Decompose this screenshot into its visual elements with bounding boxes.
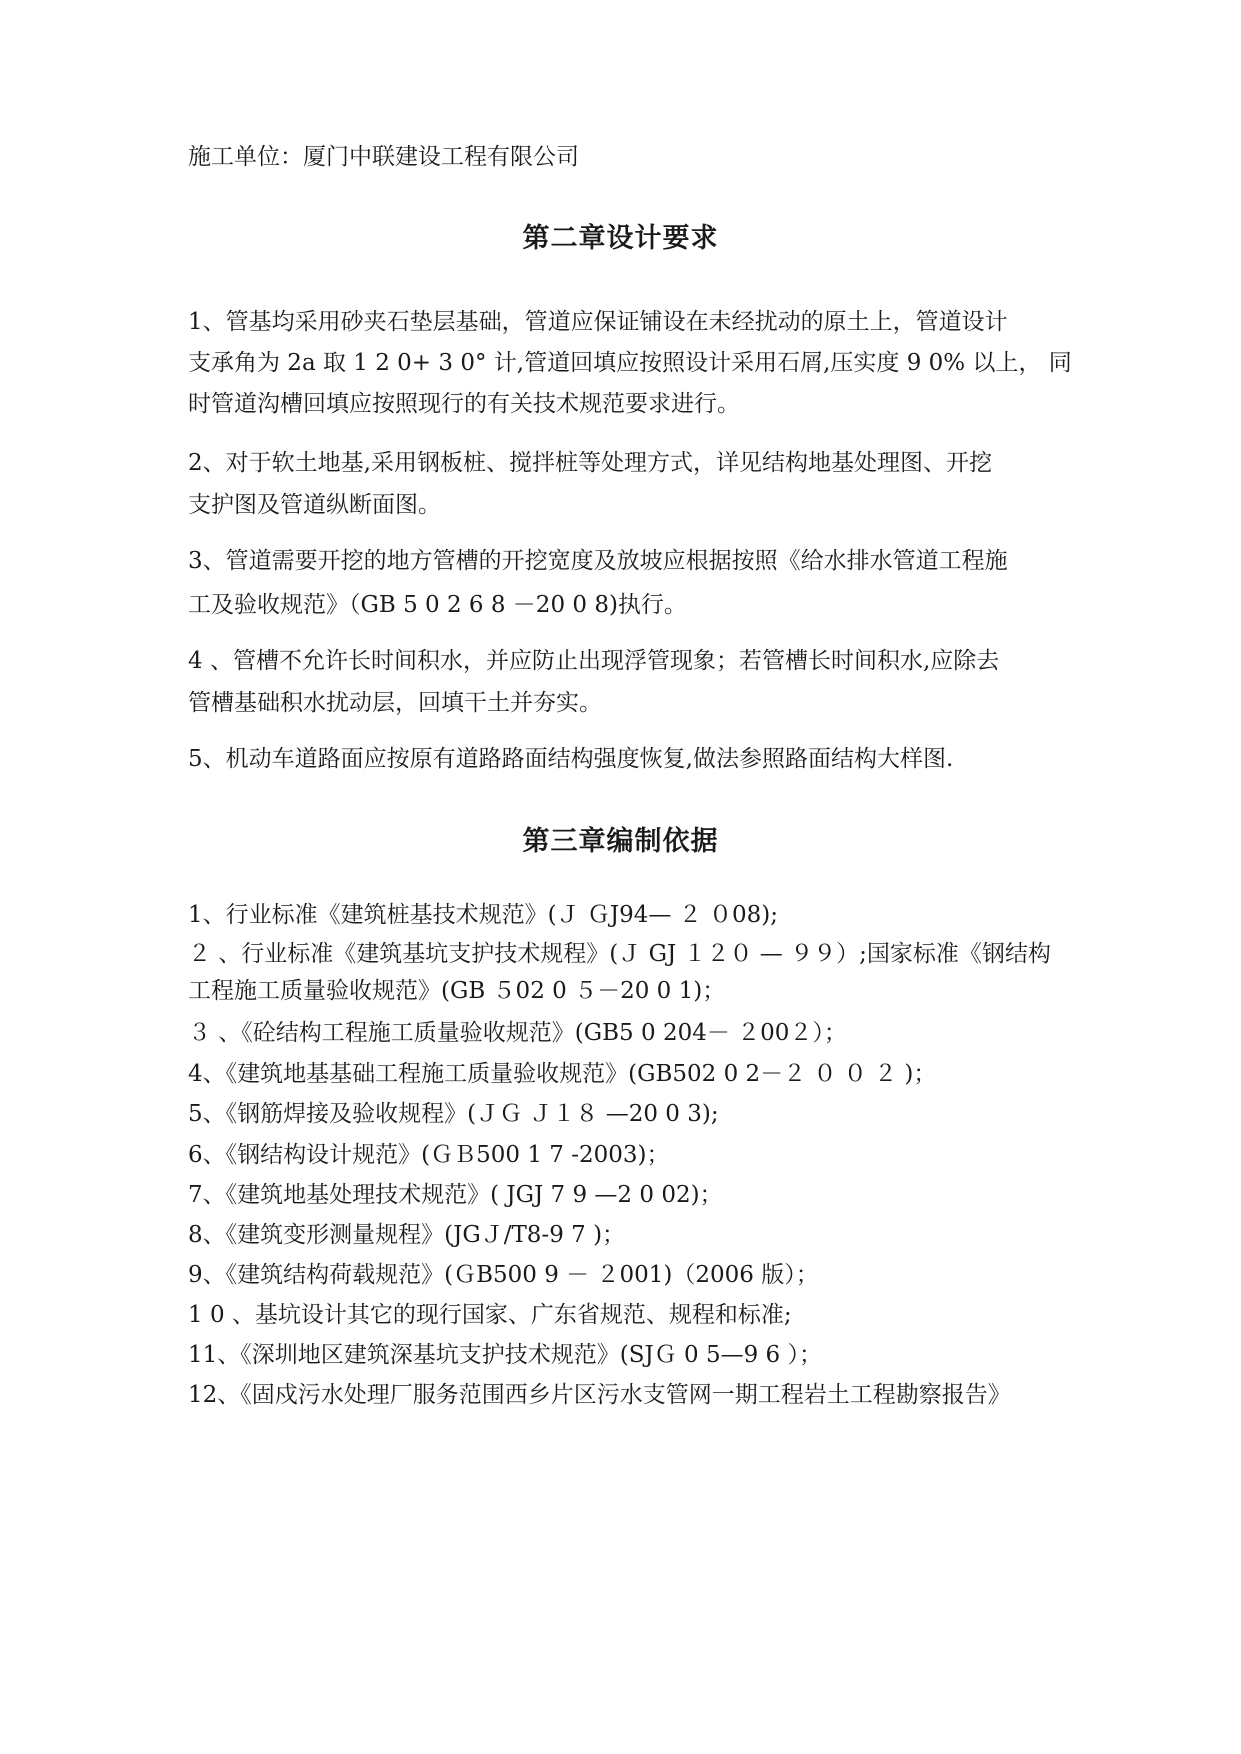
- chapter3-item12-line1: 12、《固戍污水处理厂服务范围西乡片区污水支管网一期工程岩土工程勘察报告》: [188, 1382, 1011, 1408]
- chapter2-item3-line1: 3、管道需要开挖的地方管槽的开挖宽度及放坡应根据按照《给水排水管道工程施: [188, 548, 1008, 574]
- chapter2-item3-line2: 工及验收规范》（GB 5 0 2 6 8 －20 0 8)执行。: [188, 592, 687, 618]
- chapter3-item10-line1: 1 0 、基坑设计其它的现行国家、广东省规范、规程和标准;: [188, 1302, 792, 1328]
- chapter3-item2-line1: ２ 、行业标准《建筑基坑支护技术规程》(Ｊ GJ １２０ — ９９）;国家标准《钢结构: [188, 941, 1051, 967]
- chapter3-item3-line1: ３ 、《砼结构工程施工质量验收规范》(GB5 0 204－ ２00２）；: [188, 1020, 847, 1046]
- chapter2-title: 第二章设计要求: [522, 223, 719, 254]
- chapter2-item4-line2: 管槽基础积水扰动层，回填干土并夯实。: [188, 690, 602, 716]
- chapter3-item1-line1: 1、行业标准《建筑桩基技术规范》(Ｊ ＧJ94— ２ ０08);: [188, 902, 779, 928]
- chapter3-title: 第三章编制依据: [522, 826, 719, 857]
- chapter2-item2-line1: 2、对于软土地基,采用钢板桩、搅拌桩等处理方式，详见结构地基处理图、开挖: [188, 450, 992, 476]
- chapter3-item7-line1: 7、《建筑地基处理技术规范》( JGJ 7 9 —2 0 02)；: [188, 1182, 723, 1208]
- chapter3-item4-line1: 4、《建筑地基基础工程施工质量验收规范》(GB502 0 2－２ ０ ０ ２ )；: [188, 1061, 937, 1087]
- chapter3-item9-line1: 9、《建筑结构荷载规范》(ＧB500 9 － ２001)（2006 版）；: [188, 1262, 819, 1288]
- chapter3-item11-line1: 11、《深圳地区建筑深基坑支护技术规范》(SJＧ 0 5—9 6 ）；: [188, 1342, 822, 1368]
- chapter3-item6-line1: 6、《钢结构设计规范》(ＧＢ500 1 7 -2003)；: [188, 1142, 670, 1168]
- chapter3-item2-line2: 工程施工质量验收规范》(GB ５02 0 ５－20 0 1)；: [188, 978, 726, 1004]
- chapter2-item5-line1: 5、机动车道路面应按原有道路路面结构强度恢复,做法参照路面结构大样图.: [188, 746, 954, 772]
- chapter3-item5-line1: 5、《钢筋焊接及验收规程》(ＪＧ Ｊ１８ —20 0 3);: [188, 1101, 719, 1127]
- chapter3-item8-line1: 8、《建筑变形测量规程》(JGＪ/T8-9 7 )；: [188, 1222, 626, 1248]
- chapter2-item1-line3: 时管道沟槽回填应按照现行的有关技术规范要求进行。: [188, 391, 740, 417]
- chapter2-item4-line1: 4 、管槽不允许长时间积水，并应防止出现浮管现象；若管槽长时间积水,应除去: [188, 648, 1000, 674]
- chapter2-item1-line2: 支承角为 2a 取 1 2 0+ 3 0° 计,管道回填应按照设计采用石屑,压实度 9 0% 以上， 同: [188, 350, 1072, 376]
- construction-unit-line: 施工单位：厦门中联建设工程有限公司: [188, 144, 579, 170]
- chapter2-item2-line2: 支护图及管道纵断面图。: [188, 492, 441, 518]
- chapter2-item1-line1: 1、管基均采用砂夹石垫层基础，管道应保证铺设在未经扰动的原土上，管道设计: [188, 309, 1008, 335]
